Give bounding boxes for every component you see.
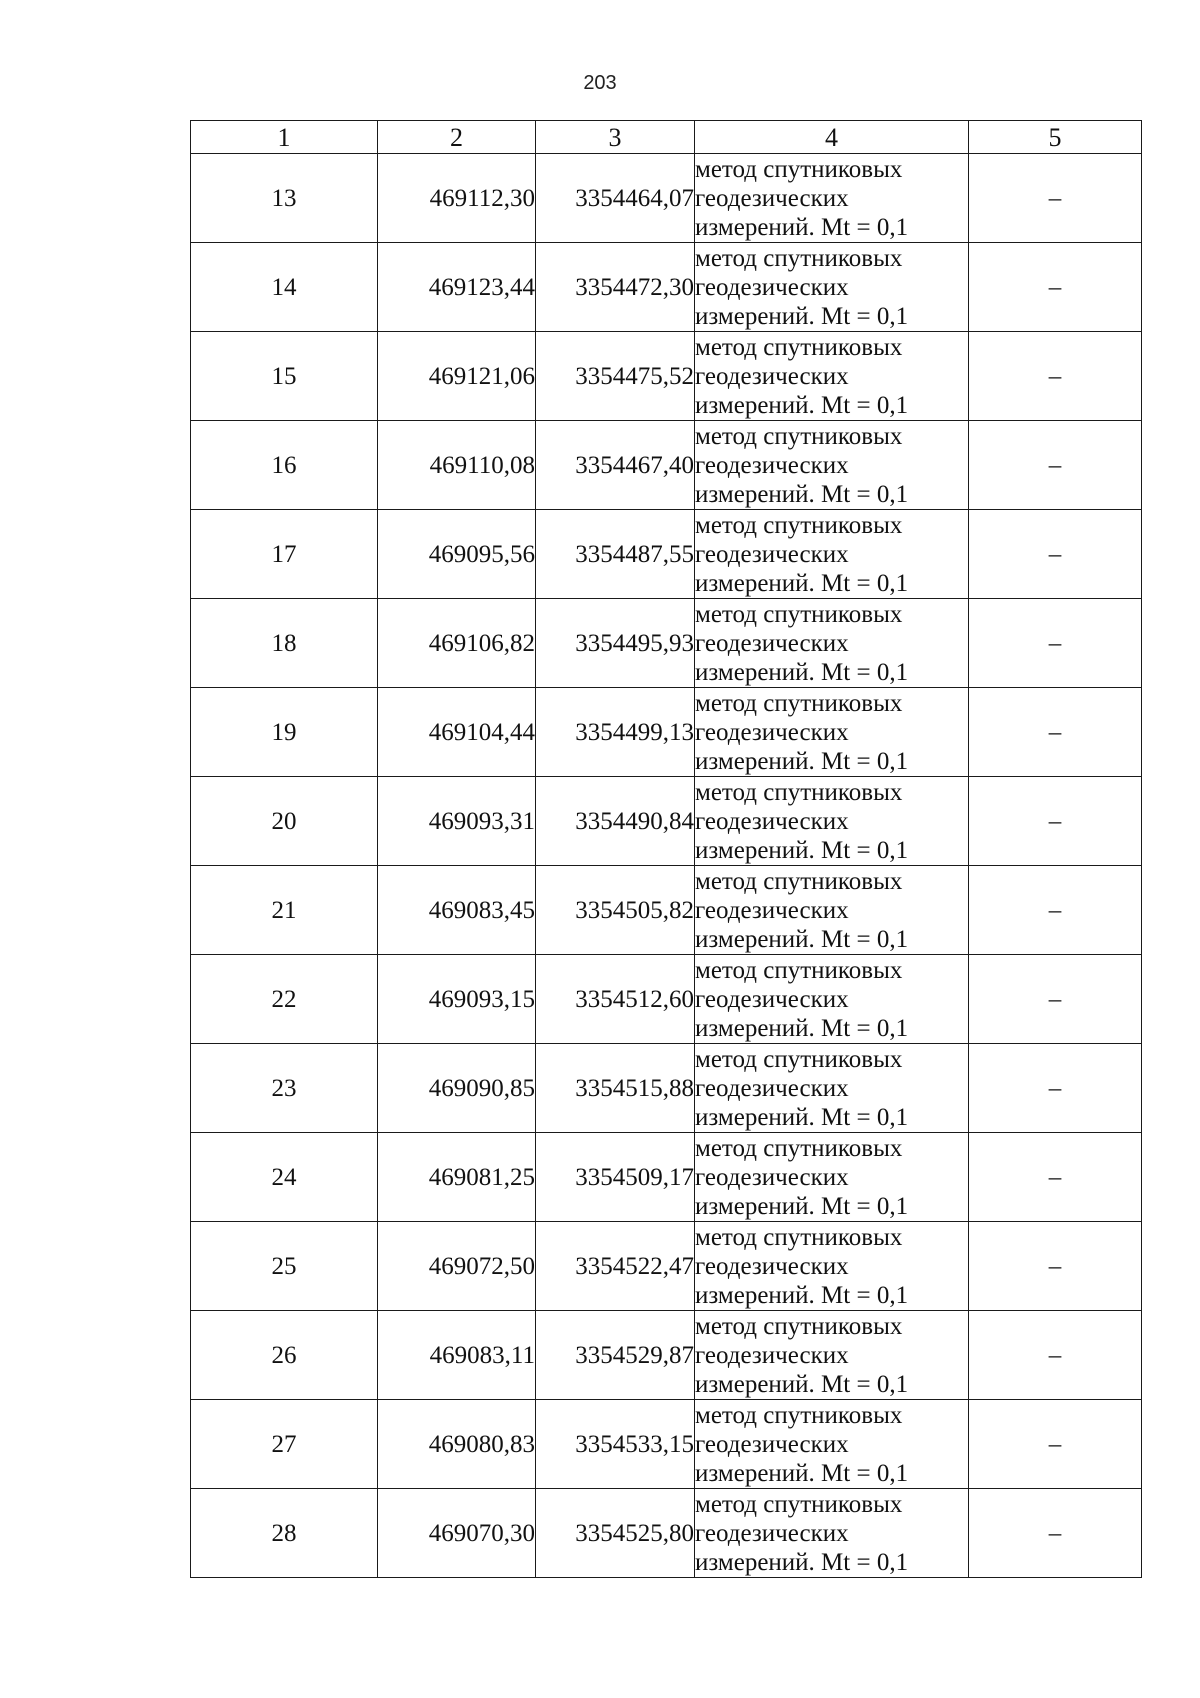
method-cell (695, 421, 969, 510)
method-line: метод спутниковых (695, 689, 903, 717)
header-col-2: 2 (378, 121, 536, 154)
point-number-cell: 27 (191, 1400, 378, 1489)
point-number-cell: 18 (191, 599, 378, 688)
point-number-cell: 13 (191, 154, 378, 243)
header-col-1: 1 (191, 121, 378, 154)
method-line: геодезических (695, 1341, 849, 1369)
method-cell (695, 243, 969, 332)
method-cell (695, 1400, 969, 1489)
method-line: метод спутниковых (695, 244, 903, 272)
method-line: геодезических (695, 896, 849, 924)
table-row (191, 1489, 1142, 1578)
method-line: геодезических (695, 184, 849, 212)
table-row (191, 1400, 1142, 1489)
method-line: геодезических (695, 629, 849, 657)
method-cell (695, 1311, 969, 1400)
method-line: геодезических (695, 1252, 849, 1280)
method-line: метод спутниковых (695, 333, 903, 361)
y-coordinate-cell: 3354512,60 (536, 955, 695, 1044)
table-row (191, 243, 1142, 332)
note-cell: – (969, 1133, 1142, 1222)
table-row (191, 777, 1142, 866)
x-coordinate-cell: 469104,44 (378, 688, 536, 777)
x-coordinate-cell: 469110,08 (378, 421, 536, 510)
method-line: измерений. Mt = 0,1 (695, 658, 909, 686)
method-line: геодезических (695, 985, 849, 1013)
note-cell: – (969, 510, 1142, 599)
point-number-cell: 14 (191, 243, 378, 332)
method-line: метод спутниковых (695, 422, 903, 450)
method-line: измерений. Mt = 0,1 (695, 480, 909, 508)
y-coordinate-cell: 3354499,13 (536, 688, 695, 777)
note-cell: – (969, 777, 1142, 866)
note-cell: – (969, 1044, 1142, 1133)
point-number-cell: 28 (191, 1489, 378, 1578)
note-cell: – (969, 866, 1142, 955)
note-cell: – (969, 1311, 1142, 1400)
x-coordinate-cell: 469112,30 (378, 154, 536, 243)
method-line: геодезических (695, 1519, 849, 1547)
point-number-cell: 15 (191, 332, 378, 421)
method-line: измерений. Mt = 0,1 (695, 569, 909, 597)
y-coordinate-cell: 3354487,55 (536, 510, 695, 599)
method-line: измерений. Mt = 0,1 (695, 747, 909, 775)
y-coordinate-cell: 3354467,40 (536, 421, 695, 510)
y-coordinate-cell: 3354529,87 (536, 1311, 695, 1400)
method-line: измерений. Mt = 0,1 (695, 925, 909, 953)
method-line: метод спутниковых (695, 1312, 903, 1340)
method-line: метод спутниковых (695, 1223, 903, 1251)
coordinates-table (190, 120, 1142, 1578)
method-cell (695, 688, 969, 777)
note-cell: – (969, 1400, 1142, 1489)
note-cell: – (969, 154, 1142, 243)
table-row (191, 510, 1142, 599)
method-line: измерений. Mt = 0,1 (695, 302, 909, 330)
method-line: измерений. Mt = 0,1 (695, 1281, 909, 1309)
header-col-4: 4 (695, 121, 969, 154)
point-number-cell: 23 (191, 1044, 378, 1133)
method-line: метод спутниковых (695, 1045, 903, 1073)
point-number-cell: 22 (191, 955, 378, 1044)
table-row (191, 1044, 1142, 1133)
method-cell (695, 1489, 969, 1578)
method-cell (695, 510, 969, 599)
x-coordinate-cell: 469123,44 (378, 243, 536, 332)
method-cell (695, 154, 969, 243)
method-line: измерений. Mt = 0,1 (695, 1014, 909, 1042)
method-line: геодезических (695, 273, 849, 301)
method-line: метод спутниковых (695, 956, 903, 984)
method-line: геодезических (695, 451, 849, 479)
note-cell: – (969, 243, 1142, 332)
note-cell: – (969, 955, 1142, 1044)
method-line: метод спутниковых (695, 778, 903, 806)
table-row (191, 1311, 1142, 1400)
method-cell (695, 955, 969, 1044)
point-number-cell: 24 (191, 1133, 378, 1222)
table-row (191, 866, 1142, 955)
table-row (191, 1133, 1142, 1222)
y-coordinate-cell: 3354475,52 (536, 332, 695, 421)
point-number-cell: 19 (191, 688, 378, 777)
x-coordinate-cell: 469070,30 (378, 1489, 536, 1578)
method-line: геодезических (695, 540, 849, 568)
note-cell: – (969, 332, 1142, 421)
method-line: измерений. Mt = 0,1 (695, 1192, 909, 1220)
y-coordinate-cell: 3354495,93 (536, 599, 695, 688)
method-line: метод спутниковых (695, 1401, 903, 1429)
x-coordinate-cell: 469106,82 (378, 599, 536, 688)
table-row (191, 421, 1142, 510)
x-coordinate-cell: 469081,25 (378, 1133, 536, 1222)
table-row (191, 599, 1142, 688)
method-cell (695, 332, 969, 421)
note-cell: – (969, 599, 1142, 688)
point-number-cell: 20 (191, 777, 378, 866)
note-cell: – (969, 421, 1142, 510)
method-cell (695, 599, 969, 688)
point-number-cell: 17 (191, 510, 378, 599)
method-line: метод спутниковых (695, 1134, 903, 1162)
y-coordinate-cell: 3354490,84 (536, 777, 695, 866)
method-line: измерений. Mt = 0,1 (695, 1370, 909, 1398)
method-line: метод спутниковых (695, 155, 903, 183)
method-line: измерений. Mt = 0,1 (695, 1459, 909, 1487)
y-coordinate-cell: 3354505,82 (536, 866, 695, 955)
point-number-cell: 25 (191, 1222, 378, 1311)
x-coordinate-cell: 469121,06 (378, 332, 536, 421)
table-body (191, 154, 1142, 1578)
method-line: метод спутниковых (695, 1490, 903, 1518)
x-coordinate-cell: 469083,11 (378, 1311, 536, 1400)
header-row (191, 121, 1142, 154)
x-coordinate-cell: 469090,85 (378, 1044, 536, 1133)
x-coordinate-cell: 469093,15 (378, 955, 536, 1044)
page-number: 203 (583, 72, 617, 94)
method-line: измерений. Mt = 0,1 (695, 391, 909, 419)
method-cell (695, 1044, 969, 1133)
table-row (191, 332, 1142, 421)
x-coordinate-cell: 469072,50 (378, 1222, 536, 1311)
method-line: геодезических (695, 1163, 849, 1191)
y-coordinate-cell: 3354464,07 (536, 154, 695, 243)
point-number-cell: 21 (191, 866, 378, 955)
method-line: геодезических (695, 1430, 849, 1458)
method-cell (695, 1222, 969, 1311)
y-coordinate-cell: 3354472,30 (536, 243, 695, 332)
x-coordinate-cell: 469083,45 (378, 866, 536, 955)
header-col-3: 3 (536, 121, 695, 154)
method-line: метод спутниковых (695, 511, 903, 539)
note-cell: – (969, 1222, 1142, 1311)
table-header (191, 121, 1142, 154)
method-line: измерений. Mt = 0,1 (695, 836, 909, 864)
x-coordinate-cell: 469093,31 (378, 777, 536, 866)
method-cell (695, 777, 969, 866)
method-line: геодезических (695, 362, 849, 390)
method-line: метод спутниковых (695, 600, 903, 628)
header-col-5: 5 (969, 121, 1142, 154)
x-coordinate-cell: 469095,56 (378, 510, 536, 599)
method-line: измерений. Mt = 0,1 (695, 213, 909, 241)
method-line: геодезических (695, 807, 849, 835)
point-number-cell: 26 (191, 1311, 378, 1400)
table-row (191, 955, 1142, 1044)
note-cell: – (969, 1489, 1142, 1578)
y-coordinate-cell: 3354525,80 (536, 1489, 695, 1578)
table-row (191, 1222, 1142, 1311)
y-coordinate-cell: 3354515,88 (536, 1044, 695, 1133)
y-coordinate-cell: 3354533,15 (536, 1400, 695, 1489)
method-line: измерений. Mt = 0,1 (695, 1103, 909, 1131)
point-number-cell: 16 (191, 421, 378, 510)
method-line: метод спутниковых (695, 867, 903, 895)
method-line: измерений. Mt = 0,1 (695, 1548, 909, 1576)
x-coordinate-cell: 469080,83 (378, 1400, 536, 1489)
method-line: геодезических (695, 1074, 849, 1102)
y-coordinate-cell: 3354509,17 (536, 1133, 695, 1222)
table-row (191, 154, 1142, 243)
method-cell (695, 1133, 969, 1222)
method-cell (695, 866, 969, 955)
table-row (191, 688, 1142, 777)
method-line: геодезических (695, 718, 849, 746)
y-coordinate-cell: 3354522,47 (536, 1222, 695, 1311)
note-cell: – (969, 688, 1142, 777)
